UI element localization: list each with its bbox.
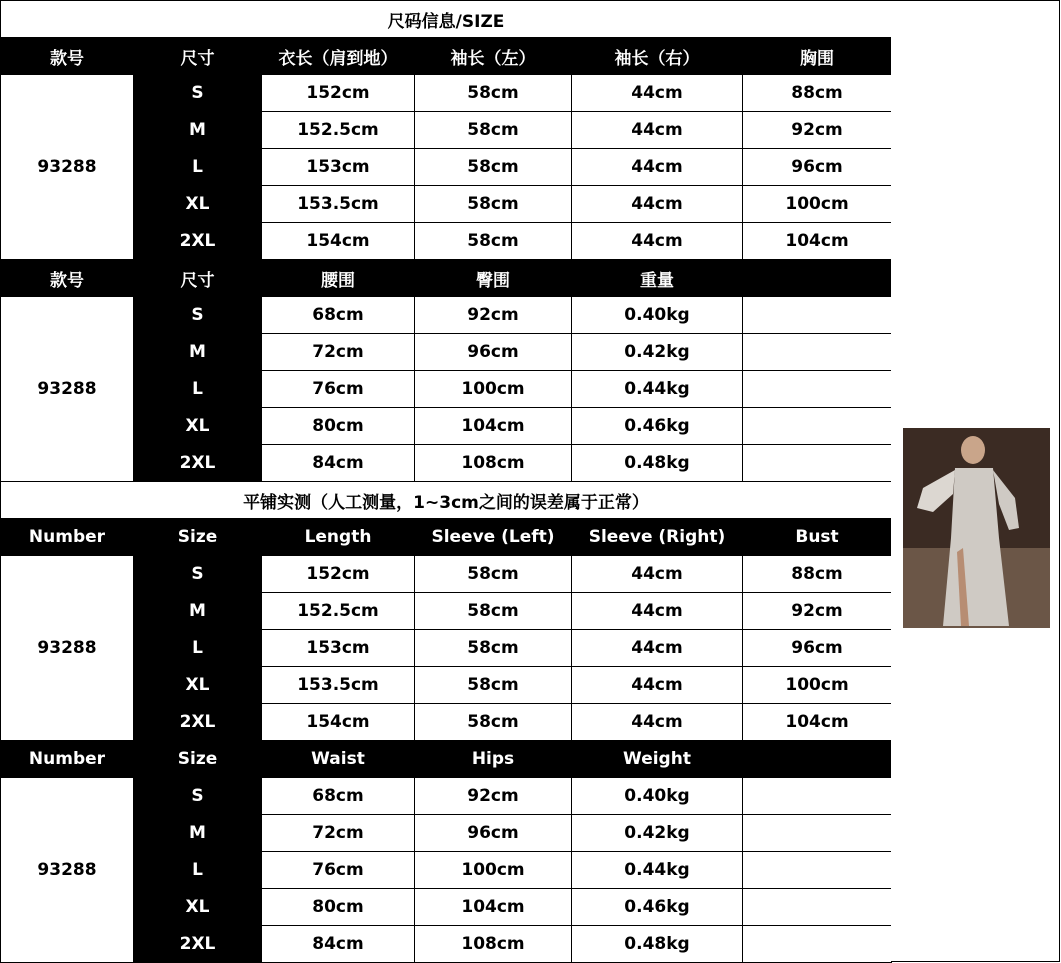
column-header: 腰围 bbox=[262, 260, 415, 297]
value-cell: 96cm bbox=[743, 630, 892, 667]
size-cell: 2XL bbox=[134, 445, 262, 482]
value-cell: 96cm bbox=[415, 334, 572, 371]
value-cell: 76cm bbox=[262, 852, 415, 889]
value-cell: 96cm bbox=[743, 149, 892, 186]
table-row bbox=[1, 445, 892, 482]
value-cell: 96cm bbox=[415, 815, 572, 852]
style-number-cell: 93288 bbox=[1, 75, 134, 260]
value-cell: 100cm bbox=[743, 667, 892, 704]
column-header: Number bbox=[1, 519, 134, 556]
column-header bbox=[743, 260, 892, 297]
header-row bbox=[1, 38, 892, 75]
value-cell: 58cm bbox=[415, 186, 572, 223]
value-cell: 58cm bbox=[415, 75, 572, 112]
value-cell: 154cm bbox=[262, 223, 415, 260]
column-header: Bust bbox=[743, 519, 892, 556]
table-row bbox=[1, 704, 892, 741]
value-cell bbox=[743, 334, 892, 371]
value-cell: 152.5cm bbox=[262, 112, 415, 149]
column-header: 尺寸 bbox=[134, 260, 262, 297]
column-header: 臀围 bbox=[415, 260, 572, 297]
size-cell: L bbox=[134, 371, 262, 408]
value-cell bbox=[743, 926, 892, 963]
value-cell: 0.40kg bbox=[572, 778, 743, 815]
value-cell: 108cm bbox=[415, 926, 572, 963]
value-cell: 92cm bbox=[743, 112, 892, 149]
column-header: 袖长（右） bbox=[572, 38, 743, 75]
value-cell: 84cm bbox=[262, 445, 415, 482]
chart-title-row bbox=[1, 1, 892, 38]
value-cell: 100cm bbox=[415, 852, 572, 889]
value-cell: 44cm bbox=[572, 75, 743, 112]
column-header: Sleeve (Left) bbox=[415, 519, 572, 556]
value-cell: 153cm bbox=[262, 149, 415, 186]
chart-title: 尺码信息/SIZE bbox=[1, 1, 892, 38]
value-cell: 92cm bbox=[743, 593, 892, 630]
column-header: 重量 bbox=[572, 260, 743, 297]
value-cell: 58cm bbox=[415, 223, 572, 260]
value-cell: 68cm bbox=[262, 297, 415, 334]
table-row bbox=[1, 778, 892, 815]
value-cell: 72cm bbox=[262, 815, 415, 852]
value-cell bbox=[743, 408, 892, 445]
column-header: Size bbox=[134, 741, 262, 778]
column-header: 袖长（左） bbox=[415, 38, 572, 75]
table-row bbox=[1, 297, 892, 334]
value-cell: 44cm bbox=[572, 630, 743, 667]
value-cell: 108cm bbox=[415, 445, 572, 482]
value-cell bbox=[743, 297, 892, 334]
value-cell: 0.48kg bbox=[572, 445, 743, 482]
table-row bbox=[1, 556, 892, 593]
value-cell: 68cm bbox=[262, 778, 415, 815]
size-cell: S bbox=[134, 75, 262, 112]
style-number-cell: 93288 bbox=[1, 556, 134, 741]
value-cell bbox=[743, 889, 892, 926]
column-header bbox=[743, 741, 892, 778]
table-row bbox=[1, 593, 892, 630]
style-number-cell: 93288 bbox=[1, 778, 134, 963]
column-header: Size bbox=[134, 519, 262, 556]
size-cell: L bbox=[134, 149, 262, 186]
size-cell: M bbox=[134, 112, 262, 149]
value-cell: 104cm bbox=[415, 408, 572, 445]
value-cell: 44cm bbox=[572, 223, 743, 260]
value-cell: 152cm bbox=[262, 75, 415, 112]
value-cell: 153.5cm bbox=[262, 667, 415, 704]
size-cell: 2XL bbox=[134, 223, 262, 260]
value-cell: 104cm bbox=[743, 704, 892, 741]
value-cell bbox=[743, 852, 892, 889]
value-cell: 153cm bbox=[262, 630, 415, 667]
measurement-note: 平铺实测（人工测量，1~3cm之间的误差属于正常） bbox=[1, 482, 892, 519]
value-cell: 58cm bbox=[415, 556, 572, 593]
value-cell: 58cm bbox=[415, 112, 572, 149]
table-row bbox=[1, 75, 892, 112]
value-cell: 58cm bbox=[415, 149, 572, 186]
table-row bbox=[1, 223, 892, 260]
size-cell: L bbox=[134, 630, 262, 667]
value-cell: 58cm bbox=[415, 593, 572, 630]
value-cell: 0.42kg bbox=[572, 815, 743, 852]
value-cell: 88cm bbox=[743, 75, 892, 112]
value-cell bbox=[743, 815, 892, 852]
table-row bbox=[1, 334, 892, 371]
value-cell: 0.42kg bbox=[572, 334, 743, 371]
size-cell: 2XL bbox=[134, 926, 262, 963]
table-row bbox=[1, 815, 892, 852]
value-cell: 154cm bbox=[262, 704, 415, 741]
header-row bbox=[1, 260, 892, 297]
value-cell: 100cm bbox=[743, 186, 892, 223]
table-row bbox=[1, 926, 892, 963]
measurement-note-row bbox=[1, 482, 892, 519]
column-header: 胸围 bbox=[743, 38, 892, 75]
size-cell: L bbox=[134, 852, 262, 889]
table-row bbox=[1, 371, 892, 408]
size-cell: XL bbox=[134, 408, 262, 445]
value-cell: 72cm bbox=[262, 334, 415, 371]
size-cell: XL bbox=[134, 667, 262, 704]
size-cell: M bbox=[134, 815, 262, 852]
value-cell: 84cm bbox=[262, 926, 415, 963]
value-cell: 44cm bbox=[572, 667, 743, 704]
value-cell: 44cm bbox=[572, 186, 743, 223]
value-cell: 0.44kg bbox=[572, 371, 743, 408]
value-cell: 92cm bbox=[415, 297, 572, 334]
value-cell: 44cm bbox=[572, 556, 743, 593]
table-row bbox=[1, 852, 892, 889]
column-header: Waist bbox=[262, 741, 415, 778]
size-cell: S bbox=[134, 556, 262, 593]
value-cell: 80cm bbox=[262, 889, 415, 926]
value-cell: 100cm bbox=[415, 371, 572, 408]
column-header: Length bbox=[262, 519, 415, 556]
value-cell: 80cm bbox=[262, 408, 415, 445]
column-header: Number bbox=[1, 741, 134, 778]
table-row bbox=[1, 186, 892, 223]
value-cell: 0.44kg bbox=[572, 852, 743, 889]
table-row bbox=[1, 667, 892, 704]
value-cell: 88cm bbox=[743, 556, 892, 593]
value-cell: 0.46kg bbox=[572, 408, 743, 445]
size-cell: 2XL bbox=[134, 704, 262, 741]
value-cell: 58cm bbox=[415, 667, 572, 704]
header-row bbox=[1, 741, 892, 778]
value-cell: 76cm bbox=[262, 371, 415, 408]
value-cell: 58cm bbox=[415, 630, 572, 667]
value-cell: 153.5cm bbox=[262, 186, 415, 223]
column-header: 尺寸 bbox=[134, 38, 262, 75]
value-cell: 0.40kg bbox=[572, 297, 743, 334]
value-cell: 0.48kg bbox=[572, 926, 743, 963]
value-cell: 152cm bbox=[262, 556, 415, 593]
value-cell: 44cm bbox=[572, 704, 743, 741]
column-header: 款号 bbox=[1, 38, 134, 75]
table-row bbox=[1, 630, 892, 667]
value-cell: 104cm bbox=[743, 223, 892, 260]
table-row bbox=[1, 149, 892, 186]
size-cell: XL bbox=[134, 186, 262, 223]
column-header: 衣长（肩到地） bbox=[262, 38, 415, 75]
value-cell: 58cm bbox=[415, 704, 572, 741]
table-row bbox=[1, 408, 892, 445]
column-header: Weight bbox=[572, 741, 743, 778]
column-header: 款号 bbox=[1, 260, 134, 297]
table-row bbox=[1, 889, 892, 926]
value-cell: 104cm bbox=[415, 889, 572, 926]
value-cell bbox=[743, 371, 892, 408]
header-row bbox=[1, 519, 892, 556]
product-photo bbox=[903, 428, 1050, 628]
value-cell bbox=[743, 445, 892, 482]
value-cell: 44cm bbox=[572, 593, 743, 630]
size-cell: S bbox=[134, 778, 262, 815]
size-cell: S bbox=[134, 297, 262, 334]
value-cell: 44cm bbox=[572, 112, 743, 149]
value-cell: 152.5cm bbox=[262, 593, 415, 630]
style-number-cell: 93288 bbox=[1, 297, 134, 482]
column-header: Sleeve (Right) bbox=[572, 519, 743, 556]
size-cell: M bbox=[134, 593, 262, 630]
size-cell: M bbox=[134, 334, 262, 371]
column-header: Hips bbox=[415, 741, 572, 778]
value-cell: 92cm bbox=[415, 778, 572, 815]
table-row bbox=[1, 112, 892, 149]
size-cell: XL bbox=[134, 889, 262, 926]
value-cell bbox=[743, 778, 892, 815]
value-cell: 44cm bbox=[572, 149, 743, 186]
value-cell: 0.46kg bbox=[572, 889, 743, 926]
